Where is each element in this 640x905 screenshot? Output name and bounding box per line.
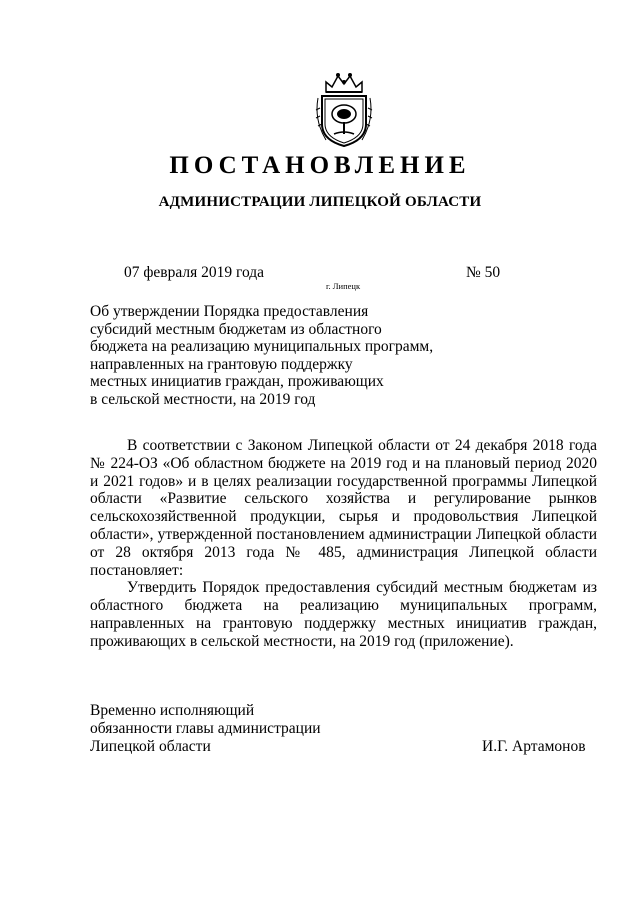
signer-name: И.Г. Артамонов <box>482 738 586 755</box>
body-paragraph: Утвердить Порядок предоставления субсидий местным бюджетам из областного бюджета на реализацию муниципальных программ, направленных на грантовую поддержку местных инициатив граждан, проживающих в сельской местности, на 2019 год (приложение). <box>90 579 597 650</box>
signer-position-line: Временно исполняющий <box>90 702 255 719</box>
body-paragraph: В соответствии с Законом Липецкой области от 24 декабря 2018 года № 224-ОЗ «Об областном бюджете на 2019 год и на плановый период 2020 и 2021 годов» и в целях реализации государственной программы Липецкой области «Развитие сельского хозяйства и регулирование рынков сельскохозяйственной продукции, сырья и продовольствия Липецкой области», утвержденной постановлением администрации Липецкой области от 28 октября 2013 года № 485, администрация Липецкой области постановляет: <box>90 437 597 579</box>
lipetsk-oblast-coat-of-arms-icon <box>312 70 376 148</box>
subject-line: направленных на грантовую поддержку <box>90 355 353 373</box>
document-city: г. Липецк <box>326 281 361 291</box>
signer-position-line: Липецкой области <box>90 738 211 755</box>
subject-line: в сельской местности, на 2019 год <box>90 390 316 408</box>
issuing-authority: АДМИНИСТРАЦИИ ЛИПЕЦКОЙ ОБЛАСТИ <box>158 194 482 210</box>
signer-position <box>90 702 321 756</box>
subject-line: местных инициатив граждан, проживающих <box>90 373 384 390</box>
subject-line: бюджета на реализацию муниципальных программ, <box>90 338 434 355</box>
document-body <box>90 437 597 651</box>
subject-line: субсидий местным бюджетам из областного <box>90 320 382 338</box>
document-subject <box>90 303 450 408</box>
document-number: № 50 <box>466 264 501 281</box>
subject-line: Об утверждении Порядка предоставления <box>90 303 369 320</box>
document-type-title: ПОСТАНОВЛЕНИЕ <box>169 152 471 179</box>
signer-position-line: обязанности главы администрации <box>90 720 321 737</box>
document-date: 07 февраля 2019 года <box>124 264 265 281</box>
